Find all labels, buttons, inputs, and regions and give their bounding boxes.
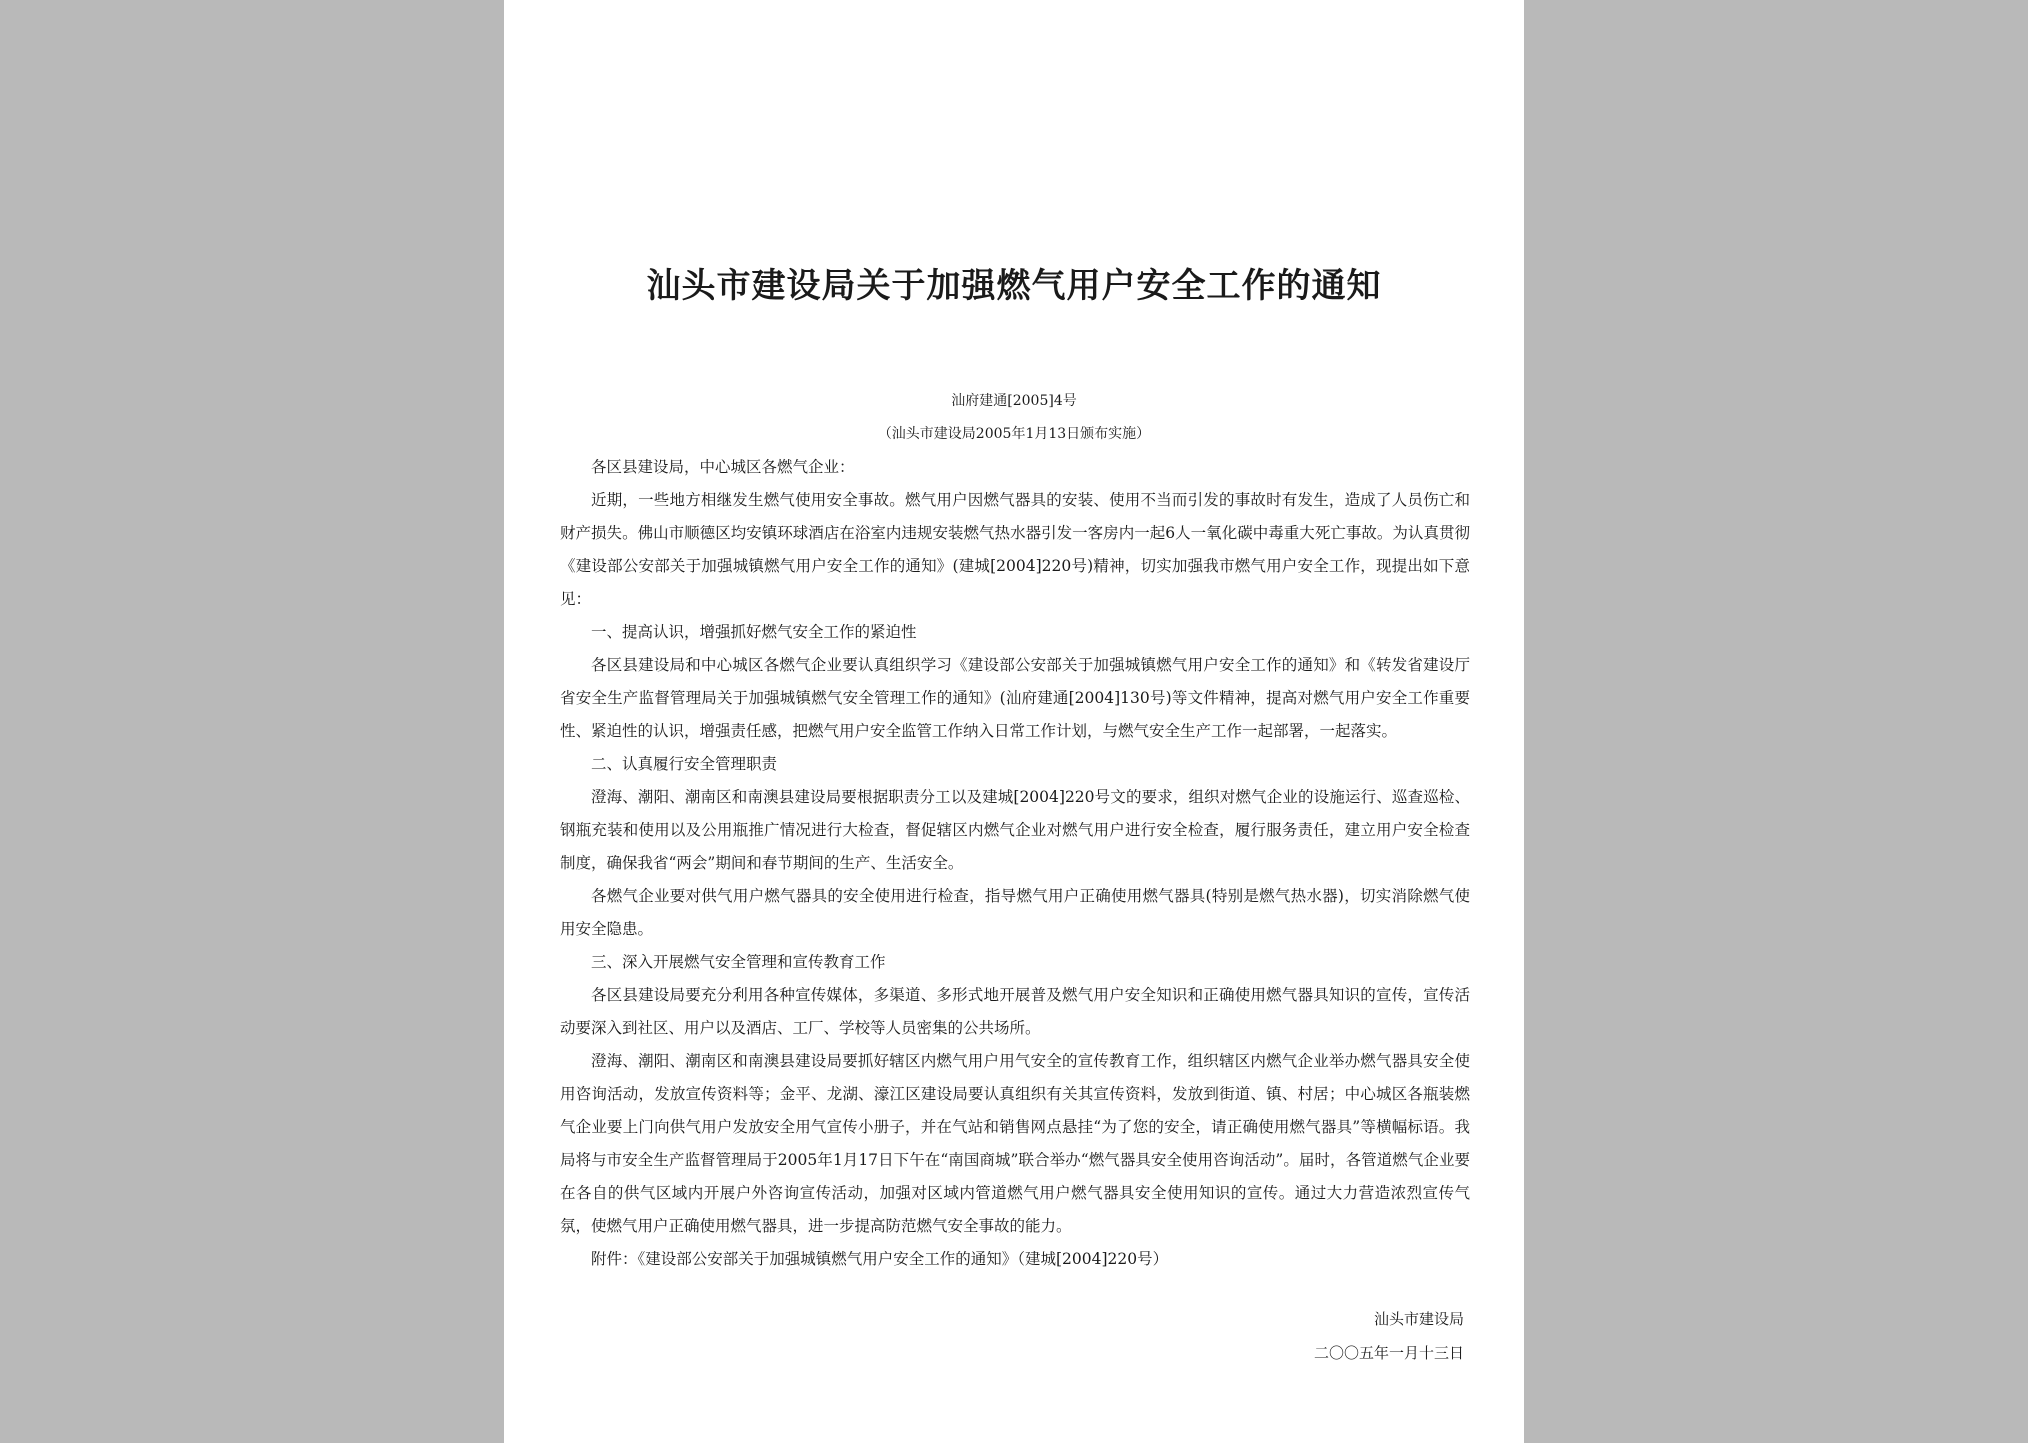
paragraph: 各区县建设局要充分利用各种宣传媒体，多渠道、多形式地开展普及燃气用户安全知识和正确使用燃气器具知识的宣传，宣传活动要深入到社区、用户以及酒店、工厂、学校等人员密集的公共场所。 xyxy=(560,986,1470,1037)
salutation: 各区县建设局，中心城区各燃气企业： xyxy=(591,458,855,476)
paragraph: 各燃气企业要对供气用户燃气器具的安全使用进行检查，指导燃气用户正确使用燃气器具(特别是燃气热水器)，切实消除燃气使用安全隐患。 xyxy=(560,887,1470,938)
section-heading: 二、认真履行安全管理职责 xyxy=(591,755,778,773)
document-number: 汕府建通[2005]4号 xyxy=(951,393,1077,409)
signature-organization: 汕头市建设局 xyxy=(1373,1310,1464,1328)
section-heading: 一、提高认识，增强抓好燃气安全工作的紧迫性 xyxy=(591,623,917,641)
paragraph: 各区县建设局和中心城区各燃气企业要认真组织学习《建设部公安部关于加强城镇燃气用户安全工作的通知》和《转发省建设厅省安全生产监督管理局关于加强城镇燃气安全管理工作的通知》(汕府建通[2004]130号)等文件精神，提高对燃气用户安全工作重要性、紧迫性的认识，增强责任感，把燃气用户安全监管工作纳入日常工作计划，与燃气安全生产工作一起部署，一起落实。 xyxy=(560,656,1470,740)
document-title: 汕头市建设局关于加强燃气用户安全工作的通知 xyxy=(646,266,1382,306)
document-body xyxy=(560,451,1470,1276)
paragraph: 近期，一些地方相继发生燃气使用安全事故。燃气用户因燃气器具的安装、使用不当而引发的事故时有发生，造成了人员伤亡和财产损失。佛山市顺德区均安镇环球酒店在浴室内违规安装燃气热水器引发一客房内一起6人一氧化碳中毒重大死亡事故。为认真贯彻《建设部公安部关于加强城镇燃气用户安全工作的通知》(建城[2004]220号)精神，切实加强我市燃气用户安全工作，现提出如下意见： xyxy=(560,491,1470,608)
paragraph: 澄海、潮阳、潮南区和南澳县建设局要抓好辖区内燃气用户用气安全的宣传教育工作，组织辖区内燃气企业举办燃气器具安全使用咨询活动，发放宣传资料等；金平、龙湖、濠江区建设局要认真组织有关其宣传资料，发放到街道、镇、村居；中心城区各瓶装燃气企业要上门向供气用户发放安全用气宣传小册子，并在气站和销售网点悬挂“为了您的安全，请正确使用燃气器具”等横幅标语。我局将与市安全生产监督管理局于2005年1月17日下午在“南国商城”联合举办“燃气器具安全使用咨询活动”。届时，各管道燃气企业要在各自的供气区域内开展户外咨询宣传活动，加强对区域内管道燃气用户燃气器具安全使用知识的宣传。通过大力营造浓烈宣传气氛，使燃气用户正确使用燃气器具，进一步提高防范燃气安全事故的能力。 xyxy=(560,1052,1470,1235)
paragraph: 澄海、潮阳、潮南区和南澳县建设局要根据职责分工以及建城[2004]220号文的要求，组织对燃气企业的设施运行、巡查巡检、钢瓶充装和使用以及公用瓶推广情况进行大检查，督促辖区内燃气企业对燃气用户进行安全检查，履行服务责任，建立用户安全检查制度，确保我省“两会”期间和春节期间的生产、生活安全。 xyxy=(560,788,1470,872)
section-heading: 三、深入开展燃气安全管理和宣传教育工作 xyxy=(591,953,886,971)
issued-note: （汕头市建设局2005年1月13日颁布实施） xyxy=(877,426,1151,442)
attachment-line: 附件：《建设部公安部关于加强城镇燃气用户安全工作的通知》（建城[2004]220号） xyxy=(591,1250,1169,1268)
document-page xyxy=(504,0,1524,1443)
signature-date: 二〇〇五年一月十三日 xyxy=(1313,1344,1464,1362)
